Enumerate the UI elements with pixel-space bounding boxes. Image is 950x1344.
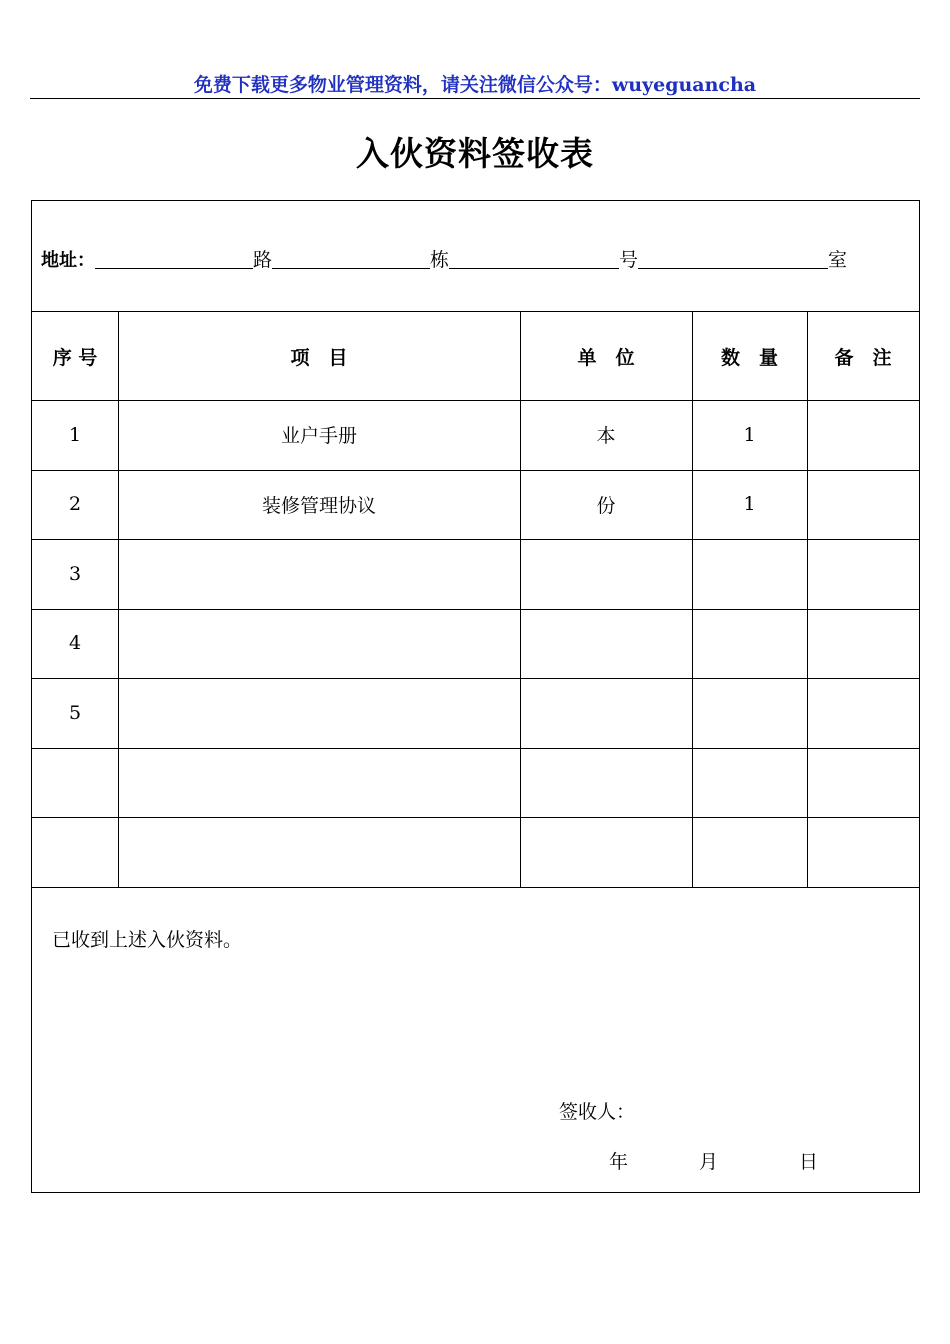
cell-seq: 5 — [68, 701, 82, 724]
header-cell-qty: 数 量 — [720, 346, 778, 369]
room-label: 室 — [828, 249, 848, 271]
building-label: 栋 — [430, 249, 450, 271]
table-column-divider — [807, 312, 808, 887]
room-blank[interactable] — [638, 248, 828, 269]
cell-unit — [520, 748, 692, 818]
day-label: 日 — [799, 1151, 819, 1173]
cell-remark — [807, 748, 919, 818]
header-cell-item: 项 目 — [290, 346, 348, 369]
cell-qty — [692, 748, 807, 818]
table-row-divider — [32, 817, 919, 818]
cell-unit: 本 — [596, 425, 616, 448]
table-row-divider — [32, 887, 919, 888]
signer-label: 签收人： — [559, 1101, 636, 1123]
cell-item: 业户手册 — [280, 425, 357, 448]
table-row-divider — [32, 470, 919, 471]
address-line — [41, 245, 847, 272]
table-row-divider — [32, 748, 919, 749]
header-cell-unit: 单 位 — [577, 346, 635, 369]
cell-item: 装修管理协议 — [261, 494, 376, 517]
number-blank[interactable] — [449, 248, 619, 269]
table-row-divider — [32, 678, 919, 679]
cell-remark — [807, 678, 919, 748]
header-cell-remark: 备 注 — [834, 346, 892, 369]
address-label: 地址： — [41, 250, 95, 271]
cell-unit — [520, 609, 692, 679]
table-row-divider — [32, 400, 919, 401]
cell-remark — [807, 400, 919, 470]
cell-qty: 1 — [743, 423, 756, 446]
header-cell-seq: 序 号 — [52, 346, 98, 369]
cell-item — [118, 817, 520, 887]
cell-seq — [32, 817, 118, 887]
cell-unit: 份 — [596, 494, 616, 517]
cell-unit — [520, 678, 692, 748]
cell-remark — [807, 817, 919, 887]
cell-remark — [807, 609, 919, 679]
acknowledgement-text: 已收到上述入伙资料。 — [52, 929, 243, 951]
cell-unit — [520, 539, 692, 609]
cell-qty — [692, 609, 807, 679]
cell-item — [118, 678, 520, 748]
table-column-divider — [692, 312, 693, 887]
header-note: 免费下载更多物业管理资料，请关注微信公众号：wuyeguancha — [193, 74, 757, 96]
sign-off-form — [31, 200, 920, 1193]
table-column-divider — [520, 312, 521, 887]
cell-qty — [692, 539, 807, 609]
table-column-divider — [118, 312, 119, 887]
cell-seq: 3 — [68, 562, 82, 585]
cell-qty: 1 — [743, 493, 756, 516]
page-title: 入伙资料签收表 — [356, 134, 594, 173]
address-row — [32, 201, 919, 312]
cell-item — [118, 609, 520, 679]
cell-qty — [692, 817, 807, 887]
cell-seq: 2 — [68, 493, 82, 516]
month-label: 月 — [699, 1151, 719, 1173]
table-row-divider — [32, 609, 919, 610]
cell-seq: 1 — [68, 423, 82, 446]
road-label: 路 — [253, 249, 273, 271]
cell-remark — [807, 470, 919, 540]
building-blank[interactable] — [272, 248, 430, 269]
header-divider — [30, 98, 920, 99]
number-label: 号 — [619, 249, 639, 271]
cell-qty — [692, 678, 807, 748]
cell-seq: 4 — [68, 632, 82, 655]
year-label: 年 — [609, 1151, 629, 1173]
road-blank[interactable] — [95, 248, 253, 269]
cell-item — [118, 539, 520, 609]
cell-item — [118, 748, 520, 818]
table-row-divider — [32, 539, 919, 540]
cell-remark — [807, 539, 919, 609]
cell-seq — [32, 748, 118, 818]
cell-unit — [520, 817, 692, 887]
